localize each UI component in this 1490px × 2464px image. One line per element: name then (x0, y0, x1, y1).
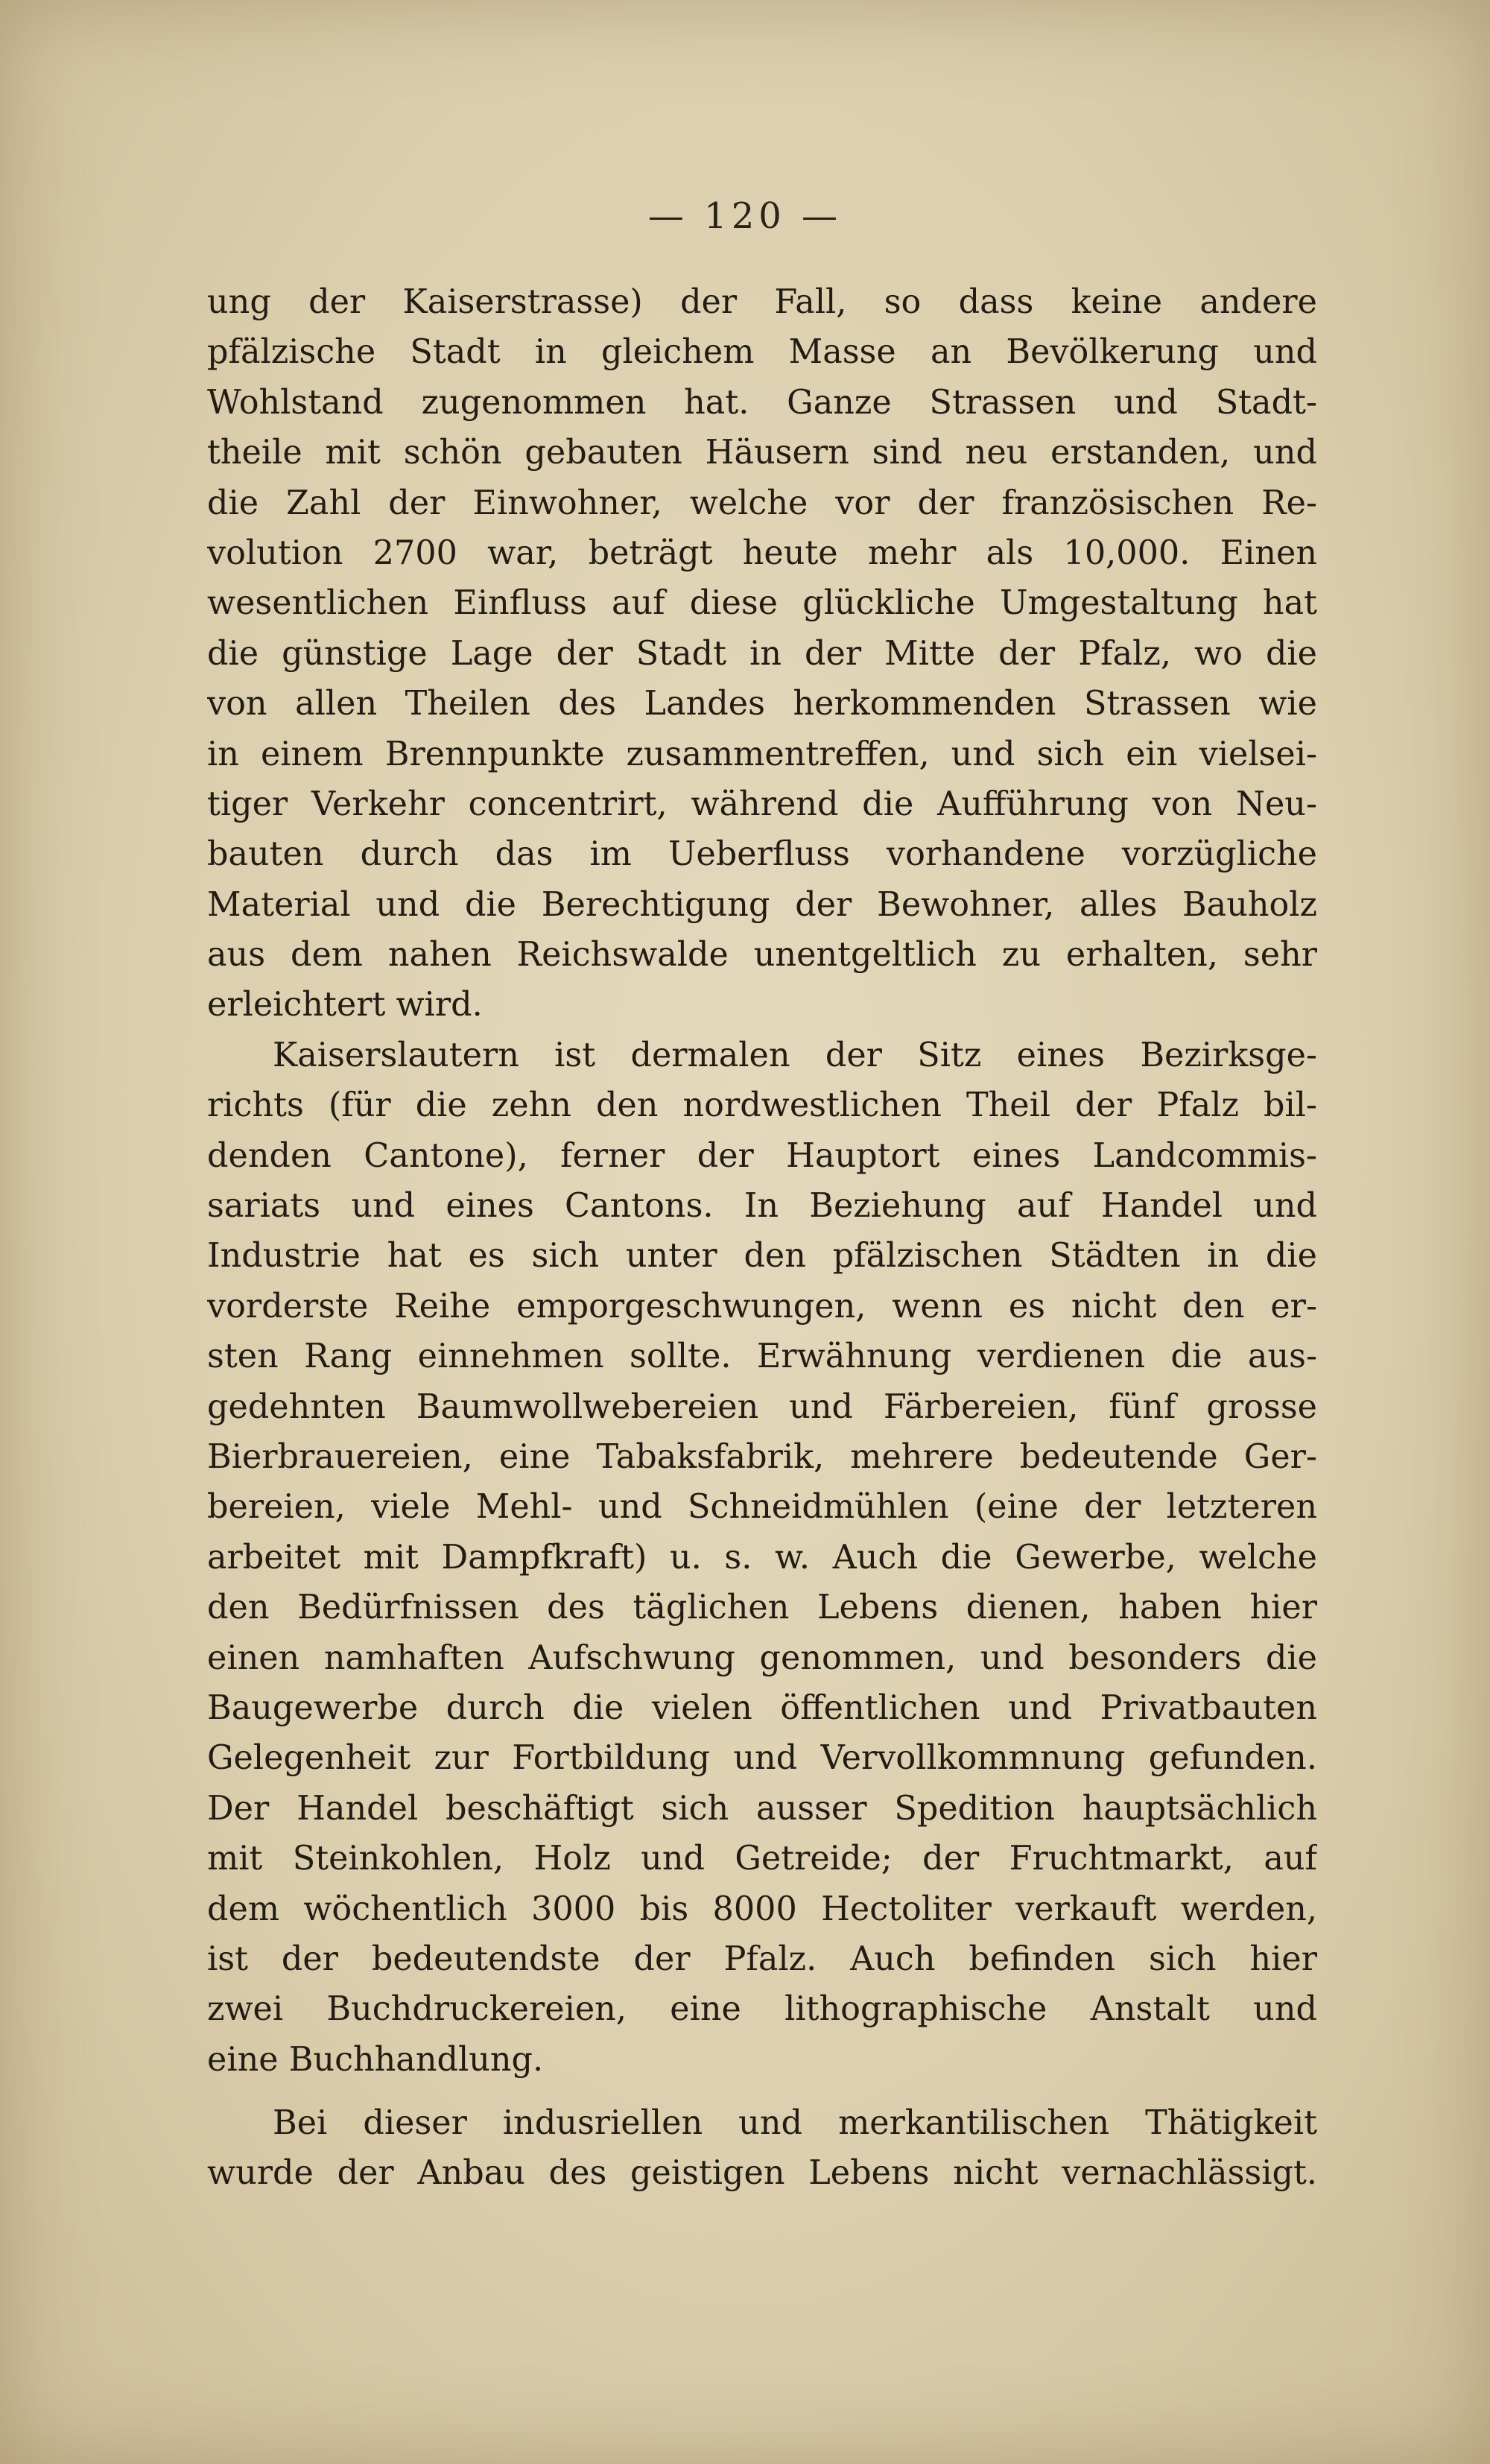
text-line: sten Rang einnehmen sollte. Erwähnung verdienen die aus- (207, 1337, 1317, 1376)
page-number: — 120 — (647, 195, 843, 237)
text-line: dem wöchentlich 3000 bis 8000 Hectoliter verkauft werden, (207, 1890, 1317, 1928)
text-line: Gelegenheit zur Fortbildung und Vervollkommnung gefunden. (207, 1739, 1317, 1778)
text-line: die günstige Lage der Stadt in der Mitte der Pfalz, wo die (207, 634, 1317, 673)
body-text (207, 277, 1317, 2199)
text-line: richts (für die zehn den nordwestlichen Theil der Pfalz bil- (207, 1086, 1317, 1125)
text-line: zwei Buchdruckereien, eine lithographische Anstalt und (207, 1990, 1317, 2029)
text-line: einen namhaften Aufschwung genommen, und besonders die (207, 1638, 1317, 1677)
paragraph-3 (207, 2098, 1317, 2199)
text-line: Bei dieser indusriellen und merkantilischen Thätigkeit (273, 2104, 1317, 2143)
text-line: erleichtert wird. (207, 986, 483, 1024)
paragraph-1 (207, 277, 1317, 1030)
text-line: Wohlstand zugenommen hat. Ganze Strassen und Stadt- (207, 383, 1317, 422)
text-line: Baugewerbe durch die vielen öffentlichen und Privatbauten (207, 1688, 1317, 1727)
text-line: sariats und eines Cantons. In Beziehung auf Handel und (207, 1187, 1317, 1226)
text-line: Bierbrauereien, eine Tabaksfabrik, mehrere bedeutende Ger- (207, 1437, 1317, 1476)
text-line: arbeitet mit Dampfkraft) u. s. w. Auch die Gewerbe, welche (207, 1538, 1317, 1577)
text-line: Der Handel beschäftigt sich ausser Spedition hauptsächlich (207, 1789, 1317, 1828)
text-line: denden Cantone), ferner der Hauptort eines Landcommis- (207, 1136, 1317, 1175)
text-line: aus dem nahen Reichswalde unentgeltlich zu erhalten, sehr (207, 936, 1317, 975)
text-line: wesentlichen Einfluss auf diese glückliche Umgestaltung hat (207, 584, 1317, 623)
text-line: pfälzische Stadt in gleichem Masse an Bevölkerung und (207, 333, 1317, 372)
text-line: Kaiserslautern ist dermalen der Sitz eines Bezirksge- (273, 1036, 1317, 1074)
text-line: vorderste Reihe emporgeschwungen, wenn es nicht den er- (207, 1287, 1317, 1326)
text-line: mit Steinkohlen, Holz und Getreide; der Fruchtmarkt, auf (207, 1840, 1317, 1878)
text-line: ist der bedeutendste der Pfalz. Auch befinden sich hier (207, 1939, 1317, 1978)
text-line: ung der Kaiserstrasse) der Fall, so dass keine andere (207, 283, 1317, 321)
text-line: bauten durch das im Ueberfluss vorhandene vorzügliche (207, 835, 1317, 874)
text-line: in einem Brennpunkte zusammentreffen, und sich ein vielsei- (207, 735, 1317, 773)
text-line: theile mit schön gebauten Häusern sind neu erstanden, und (207, 434, 1317, 472)
text-line: Industrie hat es sich unter den pfälzischen Städten in die (207, 1237, 1317, 1276)
text-line: gedehnten Baumwollwebereien und Färbereien, fünf grosse (207, 1387, 1317, 1426)
text-line: Material und die Berechtigung der Bewohner, alles Bauholz (207, 885, 1317, 924)
text-line: eine Buchhandlung. (207, 2040, 544, 2079)
text-line: wurde der Anbau des geistigen Lebens nicht vernachlässigt. (207, 2154, 1317, 2193)
text-line: tiger Verkehr concentrirt, während die Aufführung von Neu- (207, 785, 1317, 823)
text-line: die Zahl der Einwohner, welche vor der französischen Re- (207, 484, 1317, 522)
text-line: bereien, viele Mehl- und Schneidmühlen (eine der letzteren (207, 1488, 1317, 1527)
text-line: den Bedürfnissen des täglichen Lebens dienen, haben hier (207, 1589, 1317, 1627)
paragraph-2 (207, 1030, 1317, 2085)
text-line: von allen Theilen des Landes herkommenden Strassen wie (207, 685, 1317, 723)
paragraph-spacer (207, 2085, 1317, 2098)
text-line: volution 2700 war, beträgt heute mehr als 10,000. Einen (207, 533, 1317, 572)
